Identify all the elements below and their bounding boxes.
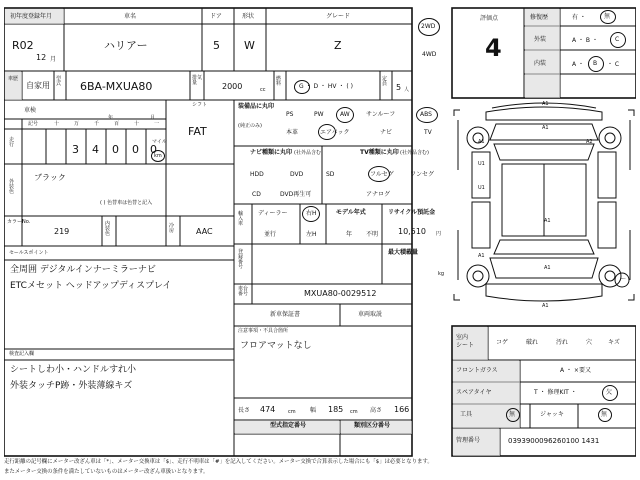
usage-label: 車歴 (8, 76, 19, 82)
inspector-line2: 外装タッチP跡・外装薄線キズ (10, 381, 133, 391)
footer-note-1: 走行距離の記号欄にメーター改ざん車は「*」、メーター交換車は「$」、走行不明車は「#」を記入してください。メーター交換で合算表示した場合にも「$」は必要となります。 (4, 459, 433, 465)
tv-sub: (社外品含む) (400, 150, 429, 156)
shape-label: 形状 (242, 13, 255, 20)
displacement-value: 2000 (222, 82, 243, 91)
unit-km: km (154, 153, 162, 159)
notes-label: 注意事項・不具合箇所 (238, 328, 289, 334)
damage-mark: A1 (478, 253, 485, 259)
sales-points-line1: 全周囲 デジタルインナーミラーナビ (10, 265, 156, 275)
equip-airbag: エアバック (320, 129, 350, 136)
max-load-unit: kg (438, 271, 445, 277)
interior-grade-label: 内装 (534, 60, 547, 67)
recycle-label: リサイクル預託金 (388, 209, 436, 216)
first-reg-month: 12 (36, 53, 47, 62)
model-year-label: モデル年式 (336, 209, 366, 216)
navi-dvd-play: DVD再生可 (280, 191, 312, 198)
width-value: 185 (328, 405, 344, 414)
recycle-amount: 10,510 (398, 227, 426, 236)
footer-note-2: またメーター交換の条件を満たしていないものはメーター改ざん車扱いとなります。 (4, 469, 209, 475)
shaken-month-unit: 月 (150, 115, 156, 121)
notes-text: フロアマットなし (240, 341, 312, 351)
length-unit: cm (288, 409, 296, 415)
ac-label: 冷房 (169, 223, 175, 234)
score-label: 評価点 (480, 15, 499, 22)
mileage-digit: 0 (132, 143, 139, 156)
tv-oneseg: ワンセグ (410, 171, 435, 178)
car-name: ハリアー (104, 39, 148, 52)
exterior-grade-mark: C (615, 36, 620, 43)
fuel-options: G ・ D ・ HV ・ ( ) (299, 83, 353, 90)
drive-4wd: 4WD (422, 51, 437, 58)
mileage-digit: 0 (112, 143, 119, 156)
ac-value: AAC (196, 227, 213, 236)
tv-title: TV種類に丸印 (360, 149, 399, 156)
equip-sunroof: サンルーフ (366, 111, 396, 118)
sales-points-label: セールスポイント (9, 250, 49, 256)
room-item-tear: 破れ (526, 339, 539, 346)
sales-points-line2: ETCメセット ヘッドアップディスプレイ (10, 281, 172, 291)
owner-manual: 車両取説 (358, 311, 383, 318)
inspector-line1: シートしわ小・ハンドルすれ小 (10, 365, 137, 375)
mileage-digit: 4 (92, 143, 99, 156)
room-item-dirt: 汚れ (556, 339, 569, 346)
shaken-year-unit: 年 (108, 115, 114, 121)
spare-tire-label: スペアタイヤ (456, 389, 492, 396)
exterior-color-label: 外装色 (9, 179, 15, 195)
navi-cd: CD (252, 191, 261, 198)
model-year-unknown: 不明 (366, 231, 379, 238)
chassis-number: MXUA80-0029512 (304, 289, 377, 298)
interior-grade-option-c: ・ C (607, 61, 620, 68)
equipment-sub: (純正のみ) (238, 123, 262, 129)
damage-mark: A1 (542, 125, 549, 131)
equip-aw: AW (340, 111, 350, 118)
displacement-label: 排気量 (192, 75, 203, 86)
repair-none: 無 (604, 13, 611, 20)
registration-label: 登録番号 (238, 249, 244, 270)
equip-tv: TV (424, 129, 432, 136)
score-value: 4 (485, 34, 502, 62)
color-no-value: 219 (54, 227, 70, 236)
mileage-digit: 0 (150, 143, 157, 156)
auction-inspection-sheet (4, 4, 636, 476)
navi-hdd: HDD (250, 171, 264, 178)
grade-value: Z (334, 39, 342, 52)
capacity-label: 定員 (382, 76, 388, 87)
shift-label: シフト (192, 102, 208, 108)
damage-mark: A1 (544, 218, 551, 224)
model-year-unit: 年 (346, 231, 353, 238)
shift-value: FAT (188, 125, 207, 138)
equipment-title: 装備品に丸印 (238, 103, 275, 110)
jack-label: ジャッキ (540, 411, 564, 418)
jack-mark: 無 (601, 411, 608, 418)
repair-history-label: 修復歴 (530, 14, 549, 21)
car-name-label: 車名 (124, 13, 137, 20)
width-label: 幅 (310, 407, 317, 414)
digit-header-mark: 記号 (28, 121, 39, 127)
equip-abs: ABS (420, 111, 432, 118)
mileage-digit: 3 (72, 143, 79, 156)
digit-header-100k: 十 (54, 121, 60, 127)
navi-sub: (社外品含む) (294, 150, 323, 156)
fuel-label: 燃料 (276, 76, 282, 87)
color-change-note: ( ) 色替車は色替と記入 (100, 200, 153, 206)
height-value: 166 (394, 405, 410, 414)
interior-grade-mark: B (593, 60, 598, 67)
shape-value: W (244, 39, 255, 52)
usage-value: 自家用 (26, 81, 50, 90)
exterior-color-value: ブラック (34, 173, 66, 182)
digit-header-1k: 千 (94, 121, 100, 127)
damage-mark: A2 (586, 139, 593, 145)
width-unit: cm (350, 409, 358, 415)
interior-color-label: 内装色 (105, 221, 111, 237)
interior-grade-option-a: A ・ (572, 61, 585, 68)
mgmt-number: 0393900096260100 1431 (508, 437, 600, 445)
tool-mark: 無 (509, 411, 516, 418)
front-glass-options: A ・ ×要又 (560, 367, 591, 374)
height-label: 高さ (370, 407, 383, 414)
navi-title: ナビ種類に丸印 (250, 149, 293, 156)
equip-leather: 本革 (286, 129, 299, 136)
inspector-label: 検査記入欄 (9, 351, 35, 357)
digit-header-10: 十 (134, 121, 140, 127)
first-reg-month-unit: 月 (50, 56, 57, 63)
chassis-label: 車台番号 (238, 286, 249, 297)
model-label: 型式 (56, 76, 62, 87)
room-sheet-label: 室内 シート (456, 334, 475, 349)
digit-header-10k: 万 (74, 121, 80, 127)
damage-mark: U1 (478, 161, 485, 167)
tv-fullseg: フルセグ (370, 171, 394, 178)
model-value: 6BA-MXUA80 (80, 80, 153, 93)
spare-tire-mark: 欠 (606, 389, 613, 396)
shaken-label: 車検 (24, 107, 37, 114)
doors-value: 5 (213, 39, 220, 52)
room-item-scratch: キズ (608, 339, 620, 346)
mgmt-number-label: 管理番号 (456, 437, 481, 444)
navi-dvd: DVD (290, 171, 304, 178)
damage-mark: A1 (478, 139, 485, 145)
max-load-label: 最大積載量 (388, 249, 419, 256)
exterior-grade-label: 外装 (534, 36, 547, 43)
first-reg-label: 初年度登録年月 (10, 13, 53, 20)
exterior-grade-options: A ・ B ・ (572, 37, 598, 44)
damage-mark: U1 (478, 185, 485, 191)
spare-tire-options: T ・ 修理KIT ・ (534, 389, 577, 396)
class-no-label: 類別区分番号 (354, 422, 391, 429)
length-value: 474 (260, 405, 276, 414)
diagram-legend: 〜 (620, 276, 627, 283)
digit-header-100: 百 (114, 121, 120, 127)
first-reg-era: R02 (12, 39, 34, 52)
right-hand: 右H (306, 210, 317, 217)
repair-options: 有 ・ (572, 14, 586, 21)
damage-mark: A1 (542, 303, 549, 309)
tool-label: 工具 (460, 411, 473, 418)
import-dealer: ディーラー (258, 210, 288, 217)
digit-header-1: 一 (154, 121, 160, 127)
room-item-hole: 穴 (586, 339, 593, 346)
new-car-warranty: 新車保証書 (270, 311, 301, 318)
grade-label: グレード (326, 13, 351, 20)
cc-unit: cc (260, 87, 266, 93)
damage-mark: A1 (544, 265, 551, 271)
type-cert-label: 型式指定番号 (270, 422, 307, 429)
capacity-value: 5 (396, 83, 402, 92)
equip-pw: PW (314, 111, 324, 118)
length-label: 長さ (238, 407, 251, 414)
front-glass-label: フロントガラス (456, 367, 498, 374)
unit-mile: マイル (152, 139, 167, 145)
damage-mark: A1 (542, 101, 549, 107)
import-parallel: 並行 (264, 231, 277, 238)
car-damage-diagram (452, 100, 636, 326)
drive-2wd: 2WD (421, 23, 436, 30)
tv-analog: アナログ (366, 191, 391, 198)
color-no-label: カラーNo. (7, 219, 31, 225)
equip-navi: ナビ (380, 129, 393, 136)
doors-label: ドア (210, 13, 222, 20)
recycle-yen: 円 (436, 231, 442, 237)
navi-sd: SD (326, 171, 335, 178)
room-item-burn: コゲ (496, 339, 509, 346)
mileage-label: 走行 (9, 137, 15, 148)
left-hand: 左H (306, 231, 317, 238)
equip-ps: PS (286, 111, 294, 118)
capacity-unit: 人 (404, 87, 410, 93)
import-label: 輸入車 (238, 211, 244, 227)
